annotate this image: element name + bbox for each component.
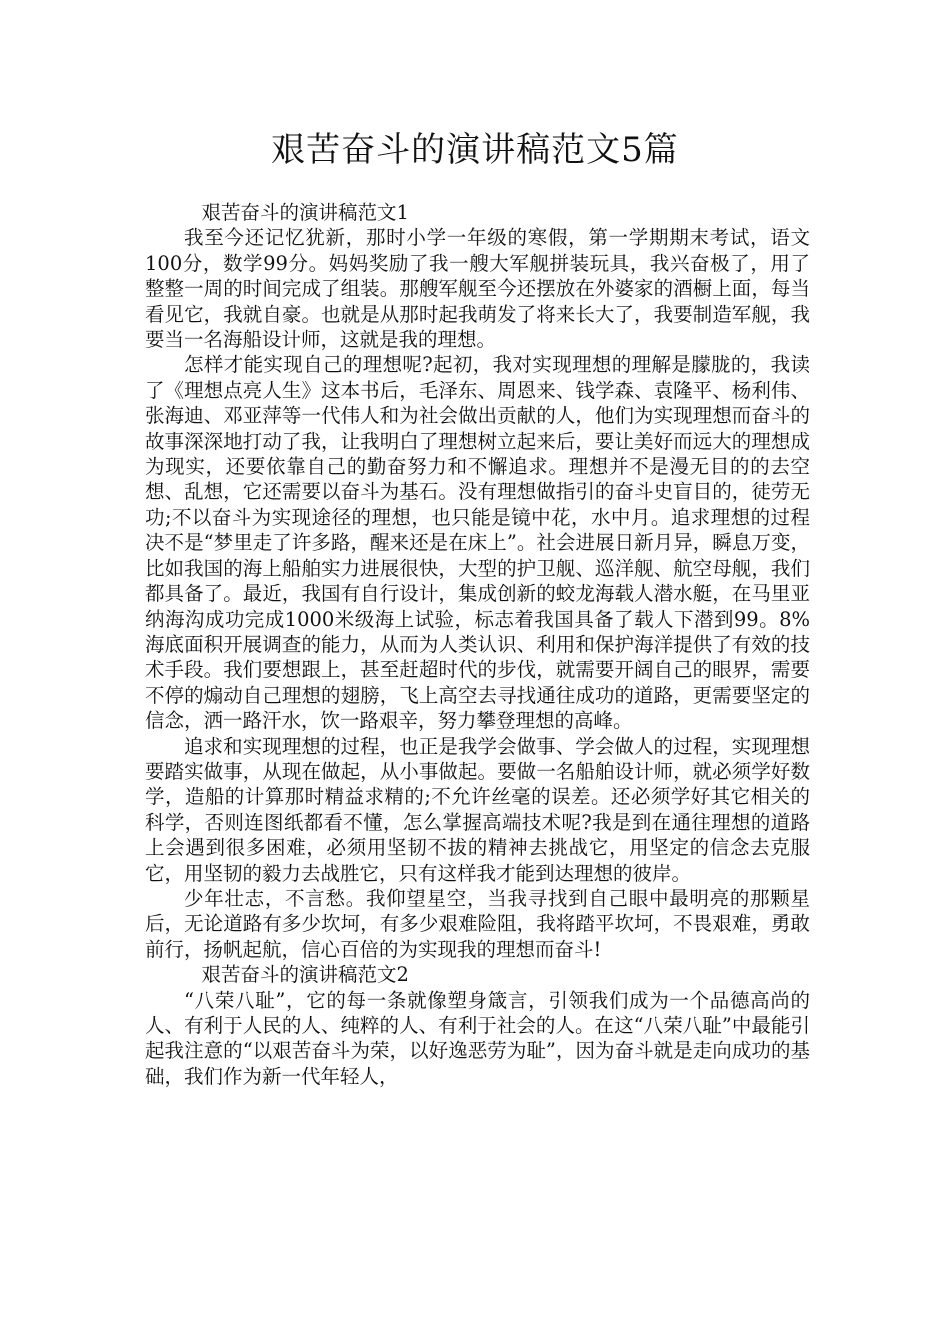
paragraph: 怎样才能实现自己的理想呢?起初，我对实现理想的理解是朦胧的，我读了《理想点亮人生》这本书后，毛泽东、周恩来、钱学森、袁隆平、杨利伟、张海迪、邓亚萍等一代伟人和为社会做出贡献的人，他们为实现理想而奋斗的故事深深地打动了我，让我明白了理想树立起来后，要让美好而远大的理想成为现实，还要依靠自己的勤奋努力和不懈追求。理想并不是漫无目的的去空想、乱想，它还需要以奋斗为基石。没有理想做指引的奋斗史盲目的，徒劳无功;不以奋斗为实现途径的理想，也只能是镜中花，水中月。追求理想的过程决不是“梦里走了许多路，醒来还是在床上”。社会进展日新月异，瞬息万变，比如我国的海上船舶实力进展很快，大型的护卫舰、巡洋舰、航空母舰，我们都具备了。最近，我国有自行设计，集成创新的蛟龙海载人潜水艇，在马里亚纳海沟成功完成1000米级海上试验，标志着我国具备了载人下潜到99。8%海底面积开展调查的能力，从而为人类认识、利用和保护海洋提供了有效的技术手段。我们要想跟上，甚至赶超时代的步伐，就需要开阔自己的眼界，需要不停的煽动自己理想的翅膀，飞上高空去寻找通往成功的道路，更需要坚定的信念，洒一路汗水，饮一路艰辛，努力攀登理想的高峰。: [145, 353, 810, 733]
document-body: [145, 200, 810, 1089]
section-heading: 艰苦奋斗的演讲稿范文1: [201, 201, 409, 224]
section-heading: 艰苦奋斗的演讲稿范文2: [201, 963, 409, 987]
paragraph: “八荣八耻”，它的每一条就像塑身箴言，引领我们成为一个品德高尚的人、有利于人民的人、纯粹的人、有利于社会的人。在这“八荣八耻”中最能引起我注意的“以艰苦奋斗为荣，以好逸恶劳为耻”，因为奋斗就是走向成功的基础，我们作为新一代年轻人，: [145, 988, 810, 1088]
paragraph: 我至今还记忆犹新，那时小学一年级的寒假，第一学期期末考试，语文100分，数学99分。妈妈奖励了我一艘大军舰拼装玩具，我兴奋极了，用了整整一周的时间完成了组装。那艘军舰至今还摆放在外婆家的酒橱上面，每当看见它，我就自豪。也就是从那时起我萌发了将来长大了，我要制造军舰，我要当一名海船设计师，这就是我的理想。: [145, 226, 810, 352]
paragraph: 追求和实现理想的过程，也正是我学会做事、学会做人的过程，实现理想要踏实做事，从现在做起，从小事做起。要做一名船舶设计师，就必须学好数学，造船的计算那时精益求精的;不允许丝毫的误差。还必须学好其它相关的科学，否则连图纸都看不懂，怎么掌握高端技术呢?我是到在通往理想的道路上会遇到很多困难，必须用坚韧不拔的精神去挑战它，用坚定的信念去克服它，用坚韧的毅力去战胜它，只有这样我才能到达理想的彼岸。: [145, 734, 810, 885]
paragraph: 少年壮志，不言愁。我仰望星空，当我寻找到自己眼中最明亮的那颗星后，无论道路有多少坎坷，有多少艰难险阻，我将踏平坎坷，不畏艰难，勇敢前行，扬帆起航，信心百倍的为实现我的理想而奋斗!: [145, 886, 810, 961]
document-title: 艰苦奋斗的演讲稿范文5篇: [271, 130, 679, 170]
